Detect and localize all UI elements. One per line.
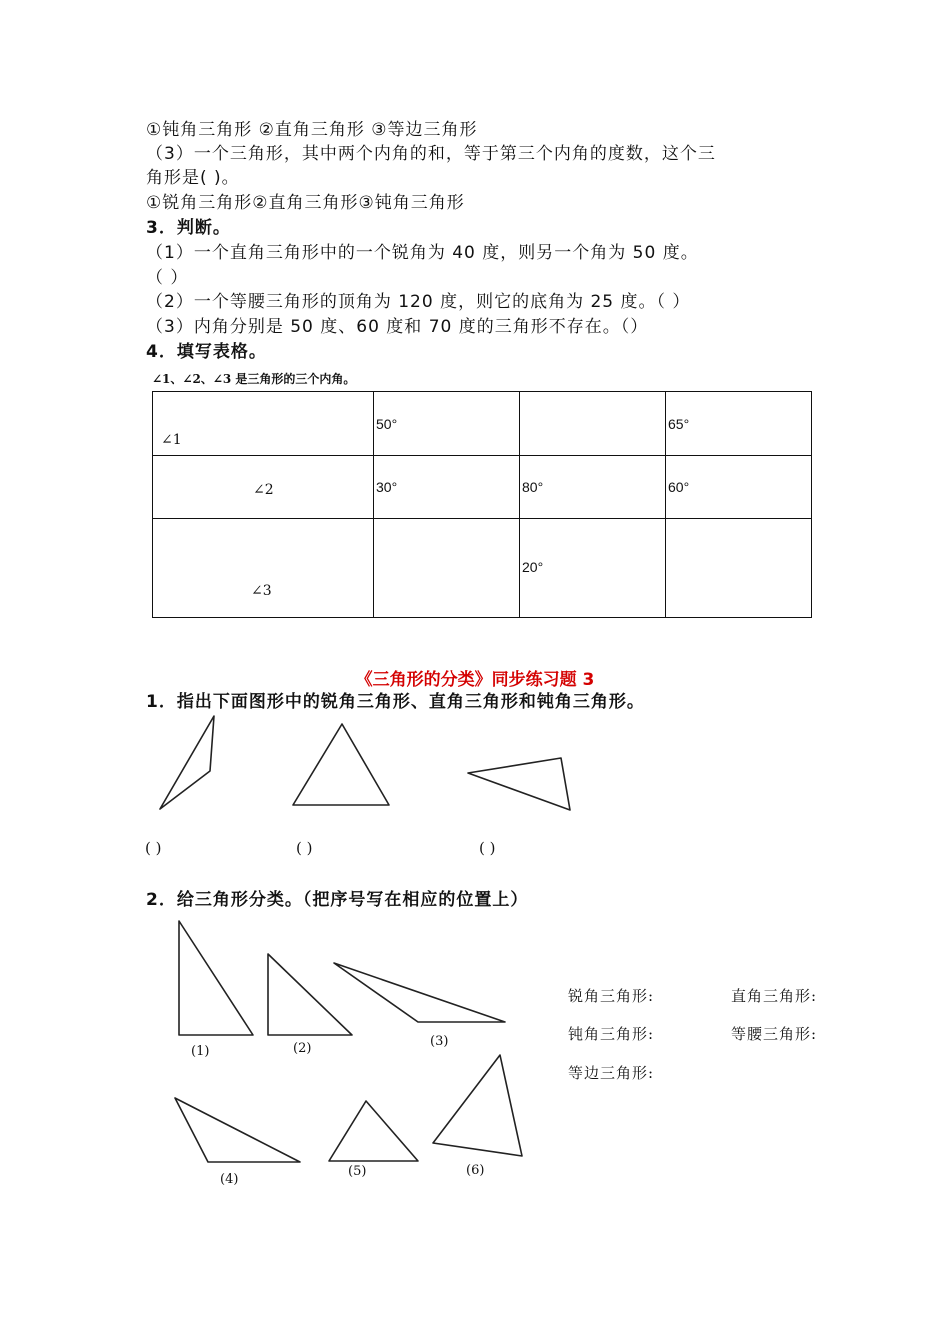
- question-3-3: （3）一个三角形，其中两个内角的和，等于第三个内角的度数，这个三: [146, 144, 716, 164]
- triangle-label-2: (2): [293, 1041, 312, 1056]
- judge-item-1-paren: （ ）: [146, 268, 189, 288]
- triangle-label-1: (1): [191, 1044, 210, 1059]
- judge-item-1: （1）一个直角三角形中的一个锐角为 40 度，则另一个角为 50 度。: [146, 243, 699, 263]
- table-cell: 30°: [374, 456, 520, 519]
- triangle-label-3: (3): [430, 1034, 449, 1049]
- answer-paren-1[interactable]: ( ): [145, 839, 162, 857]
- section-heading-table: 4．填写表格。: [146, 342, 267, 362]
- table-cell: 20°: [520, 519, 666, 618]
- triangle-label-4: (4): [220, 1172, 239, 1187]
- class-acute: 锐角三角形:: [568, 987, 655, 1005]
- table-cell: 65°: [666, 392, 812, 456]
- options-line-2: ①锐角三角形②直角三角形③钝角三角形: [146, 193, 465, 213]
- triangle-6: [433, 1055, 522, 1156]
- angle-1-label: ∠1: [161, 432, 182, 448]
- question-3-3-cont: 角形是( )。: [146, 168, 240, 188]
- triangle-q1-a: [160, 716, 214, 809]
- section-heading-judge: 3．判断。: [146, 218, 231, 238]
- judge-item-3: （3）内角分别是 50 度、60 度和 70 度的三角形不存在。（）: [146, 317, 649, 337]
- triangle-1: [179, 921, 253, 1035]
- table-cell: 60°: [666, 456, 812, 519]
- class-right: 直角三角形:: [731, 987, 818, 1005]
- table-cell: 80°: [520, 456, 666, 519]
- triangle-4: [175, 1098, 300, 1162]
- triangle-3: [334, 963, 505, 1022]
- class-equilateral: 等边三角形:: [568, 1064, 655, 1082]
- exercise-3-title: 《三角形的分类》同步练习题 3: [355, 670, 595, 690]
- class-isosceles: 等腰三角形:: [731, 1025, 818, 1043]
- triangle-label-5: (5): [348, 1164, 367, 1179]
- triangle-label-6: (6): [466, 1163, 485, 1178]
- triangle-q1-b: [293, 724, 389, 805]
- angle-3-label: ∠3: [251, 583, 272, 599]
- table-caption: ∠1、∠2、∠3 是三角形的三个内角。: [152, 372, 356, 386]
- answer-paren-3[interactable]: ( ): [479, 839, 496, 857]
- answer-paren-2[interactable]: ( ): [296, 839, 313, 857]
- exercise-3-question-1: 1．指出下面图形中的锐角三角形、直角三角形和钝角三角形。: [146, 692, 645, 712]
- exercise-3-question-2: 2．给三角形分类。（把序号写在相应的位置上）: [146, 890, 529, 910]
- class-obtuse: 钝角三角形:: [568, 1025, 655, 1043]
- options-line-1: ①钝角三角形 ②直角三角形 ③等边三角形: [146, 120, 478, 140]
- triangle-5: [329, 1101, 418, 1161]
- table-cell: 50°: [374, 392, 520, 456]
- triangle-q1-c: [468, 758, 570, 810]
- angle-2-label: ∠2: [253, 482, 274, 498]
- judge-item-2: （2）一个等腰三角形的顶角为 120 度，则它的底角为 25 度。（ ）: [146, 292, 691, 312]
